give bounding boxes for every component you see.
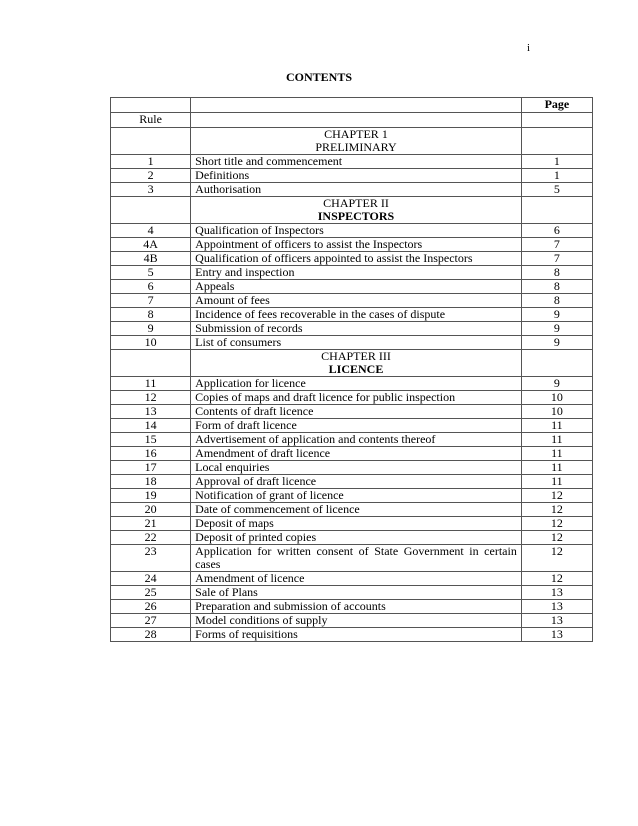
- table-row: [111, 405, 593, 419]
- page-number-cell: 10: [521, 405, 592, 419]
- rule-number: 10: [111, 336, 191, 350]
- page-number-cell: 6: [521, 224, 592, 238]
- page-number-cell: 5: [521, 183, 592, 197]
- chapter-number: CHAPTER II: [323, 196, 389, 210]
- rule-title: Definitions: [191, 169, 522, 183]
- page-number-cell: 9: [521, 377, 592, 391]
- rule-title: Submission of records: [191, 322, 522, 336]
- rule-number: 6: [111, 280, 191, 294]
- table-row: [111, 628, 593, 642]
- table-row: [111, 308, 593, 322]
- page-number-cell: 11: [521, 419, 592, 433]
- table-row: [111, 433, 593, 447]
- table-row: [111, 155, 593, 169]
- rule-title: Advertisement of application and contents thereof: [191, 433, 522, 447]
- rule-number: 24: [111, 572, 191, 586]
- table-row: [111, 447, 593, 461]
- page-number-cell: 12: [521, 489, 592, 503]
- table-row: [111, 322, 593, 336]
- table-row: [111, 503, 593, 517]
- rule-title: Amendment of licence: [191, 572, 522, 586]
- rule-number: 26: [111, 600, 191, 614]
- rule-number: 12: [111, 391, 191, 405]
- chapter-name: PRELIMINARY: [315, 140, 397, 154]
- table-row: [111, 169, 593, 183]
- chapter-name: LICENCE: [328, 362, 384, 376]
- table-row: [111, 461, 593, 475]
- rule-title: Model conditions of supply: [191, 614, 522, 628]
- page-number-cell: 11: [521, 475, 592, 489]
- contents-table: [110, 97, 593, 642]
- rule-number: 8: [111, 308, 191, 322]
- chapter-empty-cell: [111, 128, 191, 155]
- rule-title: Deposit of maps: [191, 517, 522, 531]
- rule-number: 2: [111, 169, 191, 183]
- table-row: [111, 183, 593, 197]
- chapter-heading-row: [111, 197, 593, 224]
- rule-title: Copies of maps and draft licence for public inspection: [191, 391, 522, 405]
- table-row: [111, 517, 593, 531]
- rule-number: 4B: [111, 252, 191, 266]
- rule-number: 25: [111, 586, 191, 600]
- rule-title: Sale of Plans: [191, 586, 522, 600]
- page-number-cell: 12: [521, 517, 592, 531]
- rule-title: Contents of draft licence: [191, 405, 522, 419]
- rule-title: List of consumers: [191, 336, 522, 350]
- chapter-heading: [191, 197, 522, 224]
- rule-title: Approval of draft licence: [191, 475, 522, 489]
- rule-column-header: Rule: [111, 113, 191, 128]
- page-number-cell: 7: [521, 252, 592, 266]
- rule-number: 23: [111, 545, 191, 572]
- rule-number: 18: [111, 475, 191, 489]
- header-empty-cell: [191, 113, 522, 128]
- rule-number: 28: [111, 628, 191, 642]
- rule-number: 3: [111, 183, 191, 197]
- page-number-cell: 11: [521, 433, 592, 447]
- table-row: [111, 489, 593, 503]
- rule-title: Entry and inspection: [191, 266, 522, 280]
- table-row: [111, 419, 593, 433]
- rule-title: Notification of grant of licence: [191, 489, 522, 503]
- page-number-cell: 11: [521, 461, 592, 475]
- rule-title: Forms of requisitions: [191, 628, 522, 642]
- chapter-heading-row: [111, 128, 593, 155]
- rule-number: 19: [111, 489, 191, 503]
- rule-title: Qualification of Inspectors: [191, 224, 522, 238]
- page-number-cell: 1: [521, 155, 592, 169]
- header-row-rule: [111, 113, 593, 128]
- page-number-cell: 9: [521, 322, 592, 336]
- rule-number: 14: [111, 419, 191, 433]
- page-number-cell: 9: [521, 308, 592, 322]
- chapter-empty-cell: [111, 350, 191, 377]
- rule-number: 9: [111, 322, 191, 336]
- page-number-cell: 10: [521, 391, 592, 405]
- page-number-cell: 8: [521, 294, 592, 308]
- rule-title: Incidence of fees recoverable in the cases of dispute: [191, 308, 522, 322]
- page-number-cell: 12: [521, 572, 592, 586]
- page-number-cell: 11: [521, 447, 592, 461]
- table-row: [111, 531, 593, 545]
- page-number-cell: 13: [521, 586, 592, 600]
- rule-number: 7: [111, 294, 191, 308]
- table-row: [111, 377, 593, 391]
- rule-number: 15: [111, 433, 191, 447]
- rule-number: 5: [111, 266, 191, 280]
- chapter-empty-cell: [111, 197, 191, 224]
- rule-number: 4A: [111, 238, 191, 252]
- rule-title: Application for licence: [191, 377, 522, 391]
- page-column-header: Page: [521, 98, 592, 113]
- table-row: [111, 614, 593, 628]
- rule-number: 22: [111, 531, 191, 545]
- page-number-cell: 12: [521, 545, 592, 572]
- rule-title: Amendment of draft licence: [191, 447, 522, 461]
- table-row: [111, 336, 593, 350]
- page-number-cell: 8: [521, 266, 592, 280]
- chapter-number: CHAPTER III: [321, 349, 391, 363]
- rule-number: 11: [111, 377, 191, 391]
- table-row: [111, 238, 593, 252]
- rule-title: Application for written consent of State Government in certain cases: [191, 545, 522, 572]
- page-number-cell: 13: [521, 628, 592, 642]
- page-number: i: [527, 42, 531, 54]
- page-number-cell: 12: [521, 503, 592, 517]
- rule-title: Authorisation: [191, 183, 522, 197]
- chapter-heading-row: [111, 350, 593, 377]
- rule-number: 16: [111, 447, 191, 461]
- rule-number: 21: [111, 517, 191, 531]
- header-empty-cell: [521, 113, 592, 128]
- header-row-page: [111, 98, 593, 113]
- rule-title: Preparation and submission of accounts: [191, 600, 522, 614]
- table-row: [111, 600, 593, 614]
- table-row: [111, 224, 593, 238]
- table-row: [111, 391, 593, 405]
- rule-number: 1: [111, 155, 191, 169]
- chapter-empty-cell: [521, 197, 592, 224]
- chapter-empty-cell: [521, 128, 592, 155]
- table-row: [111, 280, 593, 294]
- chapter-name: INSPECTORS: [317, 209, 395, 223]
- rule-title: Short title and commencement: [191, 155, 522, 169]
- rule-title: Appeals: [191, 280, 522, 294]
- page-number-cell: 9: [521, 336, 592, 350]
- table-row: [111, 252, 593, 266]
- header-empty-cell: [111, 98, 191, 113]
- page-number-cell: 1: [521, 169, 592, 183]
- chapter-empty-cell: [521, 350, 592, 377]
- table-row: [111, 266, 593, 280]
- chapter-number: CHAPTER 1: [324, 127, 388, 141]
- page-title: CONTENTS: [285, 70, 353, 84]
- chapter-heading: [191, 350, 522, 377]
- header-empty-cell: [191, 98, 522, 113]
- rule-number: 20: [111, 503, 191, 517]
- page-number-cell: 13: [521, 600, 592, 614]
- rule-title: Qualification of officers appointed to assist the Inspectors: [191, 252, 522, 266]
- rule-number: 13: [111, 405, 191, 419]
- rule-title: Deposit of printed copies: [191, 531, 522, 545]
- table-row: [111, 294, 593, 308]
- page-number-cell: 12: [521, 531, 592, 545]
- rule-title: Date of commencement of licence: [191, 503, 522, 517]
- rule-title: Amount of fees: [191, 294, 522, 308]
- table-row: [111, 586, 593, 600]
- table-row: [111, 475, 593, 489]
- page-number-cell: 8: [521, 280, 592, 294]
- chapter-heading: [191, 128, 522, 155]
- table-row: [111, 545, 593, 572]
- page-number-cell: 7: [521, 238, 592, 252]
- rule-title: Local enquiries: [191, 461, 522, 475]
- table-row: [111, 572, 593, 586]
- rule-title: Form of draft licence: [191, 419, 522, 433]
- page-number-cell: 13: [521, 614, 592, 628]
- rule-number: 4: [111, 224, 191, 238]
- rule-number: 17: [111, 461, 191, 475]
- rule-title: Appointment of officers to assist the Inspectors: [191, 238, 522, 252]
- contents-table-body: [111, 98, 593, 642]
- rule-number: 27: [111, 614, 191, 628]
